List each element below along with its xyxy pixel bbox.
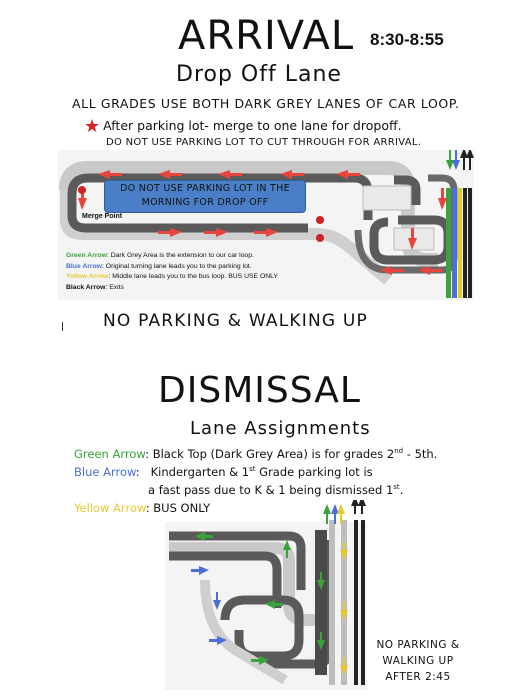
dismissal-title: DISMISSAL (158, 370, 361, 411)
legend-yellow-label: Yellow Arrow (66, 273, 109, 280)
dismissal-green-text-a: : Black Top (Dark Grey Area) is for grades 2 (145, 447, 395, 461)
merge-point-label: Merge Point (82, 213, 123, 220)
arrival-instruction-2 (84, 116, 402, 137)
legend-green (66, 251, 278, 262)
legend-black (66, 283, 278, 294)
dismissal-green-sup: nd (394, 447, 404, 456)
dismissal-yellow-text: : BUS ONLY (145, 501, 211, 515)
dismissal-blue-line-2 (148, 483, 403, 497)
arrival-subtitle: Drop Off Lane (176, 62, 342, 87)
arrival-title: ARRIVAL (178, 13, 355, 59)
dismissal-blue-sup: st (249, 465, 256, 474)
dismissal-blue-line2-a: a fast pass due to K & 1 being dismissed 1 (148, 483, 394, 497)
dismissal-blue-text-b: Grade parking lot is (255, 465, 373, 479)
dismissal-blue-line2-sup: st (393, 483, 400, 492)
dismissal-green-text-b: - 5th. (403, 447, 438, 461)
map-notice-box: DO NOT USE PARKING LOT IN THE MORNING FOR DROP OFF (104, 180, 306, 213)
dismissal-map (165, 500, 367, 690)
arrival-legend (66, 251, 278, 293)
legend-yellow-text: : Middle lane leads you to the bus loop. BUS USE ONLY (108, 273, 278, 280)
legend-green-label: Green Arrow (66, 252, 107, 259)
legend-black-label: Black Arrow (66, 283, 106, 291)
legend-blue-label: Blue Arrow (66, 262, 103, 270)
legend-green-text: : Dark Grey Area is the extension to our car loop. (106, 252, 254, 259)
arrival-instruction-2-text: After parking lot- merge to one lane for dropoff. (103, 118, 402, 133)
arrival-time: 8:30-8:55 (370, 30, 444, 49)
legend-blue-text: : Original turning lane leads you to the parking lot. (102, 262, 252, 270)
dismissal-blue-label: Blue Arrow (74, 465, 136, 479)
legend-blue (66, 262, 278, 273)
dismissal-yellow-label: Yellow Arrow (74, 501, 146, 515)
arrival-instruction-1: ALL GRADES USE BOTH DARK GREY LANES OF CAR LOOP. (72, 96, 460, 111)
dismissal-footer-line-1: NO PARKING & (376, 639, 460, 651)
arrival-footer: NO PARKING & WALKING UP (103, 311, 368, 331)
dismissal-footer-line-3: AFTER 2:45 (385, 671, 451, 683)
dismissal-subtitle: Lane Assignments (190, 418, 371, 439)
legend-black-text: : Exits (105, 283, 124, 291)
star-icon: ★ (84, 116, 101, 137)
dismissal-green-label: Green Arrow (74, 447, 146, 461)
dismissal-blue-line2-b: . (399, 483, 404, 497)
dismissal-footer-line-2: WALKING UP (382, 655, 454, 667)
dismissal-blue-line (74, 465, 373, 479)
dismissal-green-line (74, 447, 437, 461)
legend-yellow (66, 272, 278, 283)
arrival-instruction-3: DO NOT USE PARKING LOT TO CUT THROUGH FOR ARRIVAL. (106, 137, 422, 148)
text-cursor (62, 322, 63, 331)
dismissal-blue-text-a: : Kindergarten & 1 (135, 465, 250, 479)
dismissal-footer (368, 637, 468, 685)
